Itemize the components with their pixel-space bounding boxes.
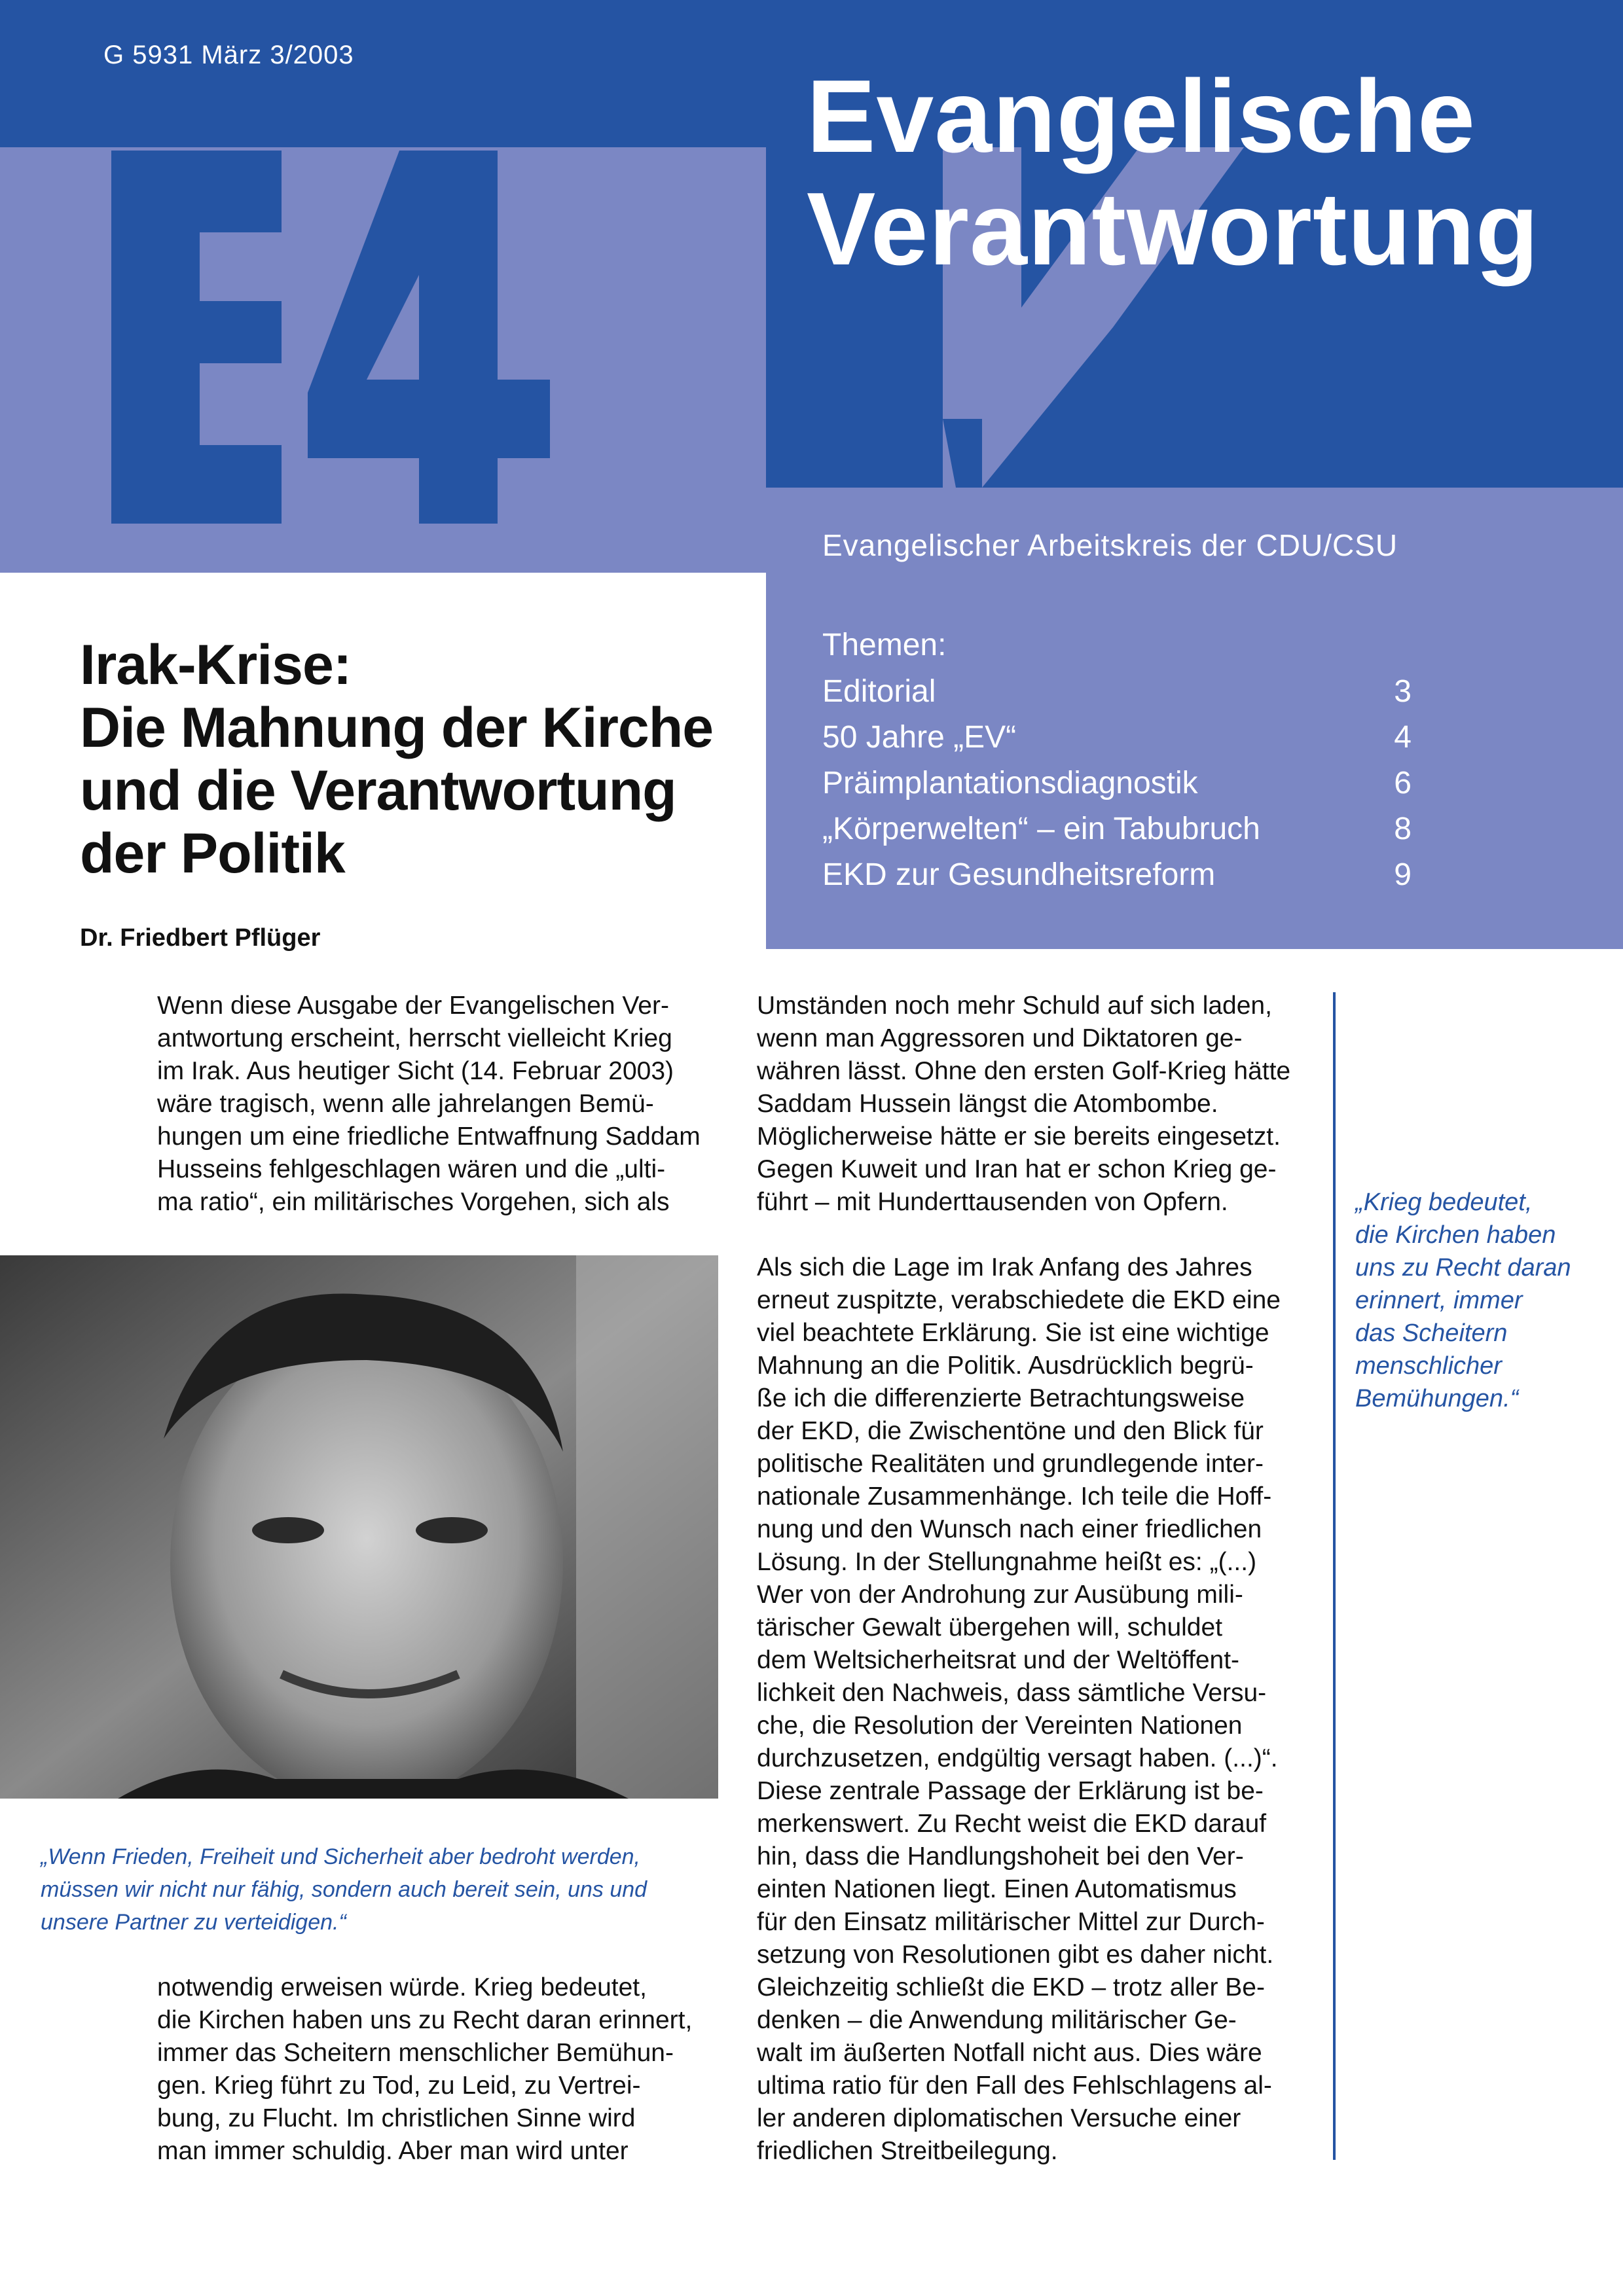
quote-line: uns zu Recht daran xyxy=(1355,1254,1571,1282)
text-line: der EKD, die Zwischentöne und den Blick für xyxy=(757,1417,1264,1445)
quote-line: unsere Partner zu verteidigen.“ xyxy=(41,1910,346,1935)
toc-heading: Themen: xyxy=(822,628,947,662)
headline-line: und die Verantwortung xyxy=(80,759,676,822)
text-line: Umständen noch mehr Schuld auf sich laden, xyxy=(757,992,1272,1020)
text-line: setzung von Resolutionen gibt es daher nicht. xyxy=(757,1941,1274,1969)
text-line: Gleichzeitig schließt die EKD – trotz aller Be- xyxy=(757,1973,1265,2001)
quote-line: müssen wir nicht nur fähig, sondern auch bereit sein, uns und xyxy=(41,1877,647,1902)
text-line: notwendig erweisen würde. Krieg bedeutet, xyxy=(157,1973,647,2001)
text-line: währen lässt. Ohne den ersten Golf-Krieg hätte xyxy=(757,1057,1291,1085)
quote-line: Bemühungen.“ xyxy=(1355,1385,1519,1412)
text-line: ler anderen diplomatischen Versuche einer xyxy=(757,2104,1241,2132)
text-line: für den Einsatz militärischer Mittel zur Durch- xyxy=(757,1908,1265,1936)
text-line: ultima ratio für den Fall des Fehlschlagens al- xyxy=(757,2072,1272,2100)
text-line: gen. Krieg führt zu Tod, zu Leid, zu Vertrei- xyxy=(157,2072,641,2100)
text-line: im Irak. Aus heutiger Sicht (14. Februar 2003) xyxy=(157,1057,674,1085)
headline-line: der Politik xyxy=(80,822,345,885)
text-line: einten Nationen liegt. Einen Automatismus xyxy=(757,1875,1237,1903)
article-column-1-top xyxy=(157,990,701,1219)
toc-item xyxy=(822,761,1412,806)
text-line: ma ratio“, ein militärisches Vorgehen, sich als xyxy=(157,1188,670,1216)
text-line: viel beachtete Erklärung. Sie ist eine wichtige xyxy=(757,1319,1269,1347)
paragraph-gap xyxy=(757,1219,1290,1251)
magazine-title-line: Evangelische xyxy=(807,59,1476,174)
toc-item xyxy=(822,806,1412,852)
text-line: hin, dass die Handlungshoheit bei den Ver- xyxy=(757,1842,1244,1871)
text-line: Als sich die Lage im Irak Anfang des Jahres xyxy=(757,1253,1252,1282)
headline-line: Irak-Krise: xyxy=(80,634,352,696)
text-line: merkenswert. Zu Recht weist die EKD darauf xyxy=(757,1810,1267,1838)
text-line: Saddam Hussein längst die Atombombe. xyxy=(757,1090,1218,1118)
text-line: durchzusetzen, endgültig versagt haben. (...)“. xyxy=(757,1744,1278,1772)
text-line: nationale Zusammenhänge. Ich teile die Hoff- xyxy=(757,1482,1272,1511)
toc-item-page: 6 xyxy=(1394,766,1412,800)
text-line: Lösung. In der Stellungnahme heißt es: „(...) xyxy=(757,1548,1257,1576)
text-line: hungen um eine friedliche Entwaffnung Saddam xyxy=(157,1122,701,1151)
magazine-title-line: Verantwortung xyxy=(807,171,1540,287)
table-of-contents xyxy=(822,622,1412,898)
text-line: die Kirchen haben uns zu Recht daran erinnert, xyxy=(157,2006,693,2034)
text-line: tärischer Gewalt übergehen will, schuldet xyxy=(757,1613,1223,1641)
article-headline xyxy=(80,634,774,885)
text-line: friedlichen Streitbeilegung. xyxy=(757,2137,1058,2165)
toc-item-page: 4 xyxy=(1394,720,1412,755)
text-line: antwortung erscheint, herrscht vielleicht Krieg xyxy=(157,1024,672,1052)
toc-item-page: 3 xyxy=(1394,674,1412,709)
text-line: walt im äußerten Notfall nicht aus. Dies wäre xyxy=(757,2039,1262,2067)
toc-item-page: 8 xyxy=(1394,812,1412,846)
quote-line: das Scheitern xyxy=(1355,1319,1508,1347)
text-line: dem Weltsicherheitsrat und der Weltöffent- xyxy=(757,1646,1240,1674)
toc-item-page: 9 xyxy=(1394,857,1412,892)
text-line: Diese zentrale Passage der Erklärung ist be- xyxy=(757,1777,1264,1805)
text-line: erneut zuspitzte, verabschiedete die EKD eine xyxy=(757,1286,1281,1314)
text-line: Wenn diese Ausgabe der Evangelischen Ver- xyxy=(157,992,669,1020)
quote-line: menschlicher xyxy=(1355,1352,1502,1380)
pull-quote-left xyxy=(41,1840,647,1939)
text-line: nung und den Wunsch nach einer friedlichen xyxy=(757,1515,1262,1543)
toc-item xyxy=(822,715,1412,761)
toc-item-title: „Körperwelten“ – ein Tabubruch xyxy=(822,812,1260,846)
toc-item-title: Editorial xyxy=(822,674,936,709)
text-line: führt – mit Hunderttausenden von Opfern. xyxy=(757,1188,1228,1216)
text-line: politische Realitäten und grundlegende inter- xyxy=(757,1450,1264,1478)
publisher: Evangelischer Arbeitskreis der CDU/CSU xyxy=(822,528,1398,562)
text-line: denken – die Anwendung militärischer Ge- xyxy=(757,2006,1237,2034)
toc-item-title: 50 Jahre „EV“ xyxy=(822,720,1017,755)
toc-item-title: EKD zur Gesundheitsreform xyxy=(822,857,1216,892)
headline-line: Die Mahnung der Kirche xyxy=(80,696,714,759)
text-line: wenn man Aggressoren und Diktatoren ge- xyxy=(757,1024,1243,1052)
text-line: che, die Resolution der Vereinten Nationen xyxy=(757,1712,1243,1740)
toc-item-title: Präimplantationsdiagnostik xyxy=(822,766,1198,800)
text-line: Mahnung an die Politik. Ausdrücklich begrü- xyxy=(757,1352,1254,1380)
text-line: Möglicherweise hätte er sie bereits eingesetzt. xyxy=(757,1122,1281,1151)
article-author: Dr. Friedbert Pflüger xyxy=(80,924,321,952)
issue-number: G 5931 März 3/2003 xyxy=(103,41,354,69)
pull-quote-right xyxy=(1355,1186,1571,1415)
text-line: Wer von der Androhung zur Ausübung mili- xyxy=(757,1581,1243,1609)
author-photo xyxy=(0,1255,718,1799)
text-line: Gegen Kuweit und Iran hat er schon Krieg ge- xyxy=(757,1155,1277,1183)
quote-line: „Wenn Frieden, Freiheit und Sicherheit aber bedroht werden, xyxy=(41,1844,640,1869)
text-line: Husseins fehlgeschlagen wären und die „ulti- xyxy=(157,1155,666,1183)
article-column-2 xyxy=(757,990,1290,2168)
toc-item xyxy=(822,852,1412,898)
column-divider xyxy=(1333,992,1336,2160)
quote-line: erinnert, immer xyxy=(1355,1287,1523,1314)
toc-item xyxy=(822,669,1412,715)
text-line: wäre tragisch, wenn alle jahrelangen Bemü- xyxy=(157,1090,654,1118)
article-column-1-bottom xyxy=(157,1971,692,2168)
text-line: lichkeit den Nachweis, dass sämtliche Versu- xyxy=(757,1679,1267,1707)
magazine-title xyxy=(807,60,1539,285)
text-line: bung, zu Flucht. Im christlichen Sinne wird xyxy=(157,2104,636,2132)
quote-line: „Krieg bedeutet, xyxy=(1355,1189,1533,1216)
quote-line: die Kirchen haben xyxy=(1355,1221,1556,1249)
text-line: ße ich die differenzierte Betrachtungsweise xyxy=(757,1384,1245,1412)
text-line: man immer schuldig. Aber man wird unter xyxy=(157,2137,629,2165)
text-line: immer das Scheitern menschlicher Bemühun- xyxy=(157,2039,674,2067)
